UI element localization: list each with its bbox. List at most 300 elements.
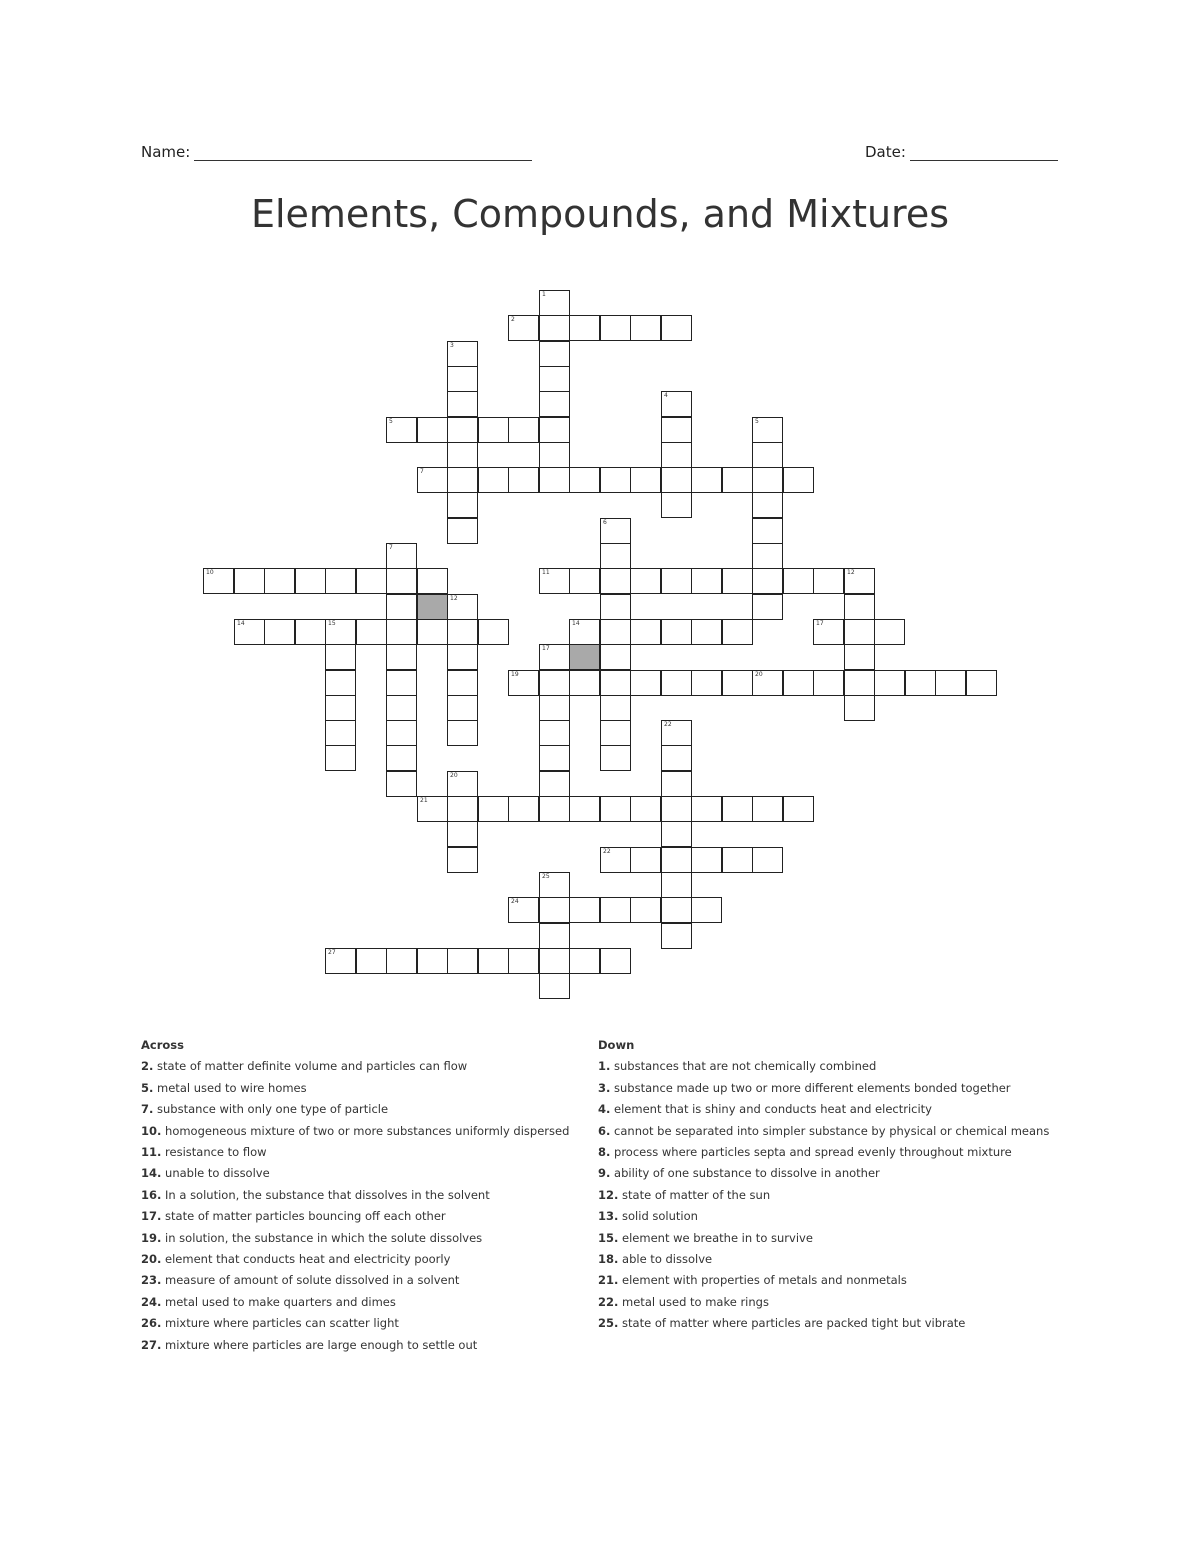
crossword-cell[interactable] [539, 948, 570, 974]
date-line[interactable] [910, 146, 1058, 161]
crossword-cell[interactable] [661, 417, 692, 443]
page-title: Elements, Compounds, and Mixtures [250, 192, 950, 236]
crossword-cell[interactable] [813, 619, 844, 645]
crossword-cell[interactable] [264, 568, 295, 594]
clue-text: state of matter where particles are packed tight but vibrate [622, 1316, 966, 1331]
clue-text: ability of one substance to dissolve in another [614, 1166, 880, 1181]
crossword-cell[interactable] [386, 695, 417, 721]
crossword-cell[interactable] [356, 948, 387, 974]
clue-text: element that is shiny and conducts heat and electricity [614, 1102, 932, 1117]
crossword-cell[interactable] [600, 543, 631, 569]
crossword-cell[interactable] [630, 568, 661, 594]
crossword-cell[interactable] [630, 315, 661, 341]
crossword-cell[interactable] [722, 568, 753, 594]
crossword-cell[interactable] [569, 796, 600, 822]
crossword-cell[interactable] [783, 568, 814, 594]
crossword-cell[interactable] [661, 796, 692, 822]
crossword-cell[interactable] [844, 568, 875, 594]
clue-item [598, 1099, 1049, 1120]
crossword-blocked-cell [417, 594, 448, 620]
clue-number: 22. [598, 1294, 619, 1309]
crossword-cell[interactable] [722, 847, 753, 873]
clue-item [598, 1249, 1049, 1270]
crossword-cell[interactable] [783, 670, 814, 696]
clue-text: in solution, the substance in which the solute dissolves [165, 1230, 483, 1245]
clue-item [141, 1228, 569, 1249]
crossword-cell[interactable] [417, 417, 448, 443]
crossword-cell[interactable] [539, 796, 570, 822]
crossword-cell[interactable] [752, 568, 783, 594]
crossword-cell[interactable] [630, 847, 661, 873]
clue-item [598, 1142, 1049, 1163]
crossword-cell[interactable] [600, 315, 631, 341]
crossword-cell[interactable] [752, 442, 783, 468]
crossword-cell[interactable] [569, 619, 600, 645]
crossword-cell[interactable] [539, 467, 570, 493]
crossword-cell[interactable] [691, 670, 722, 696]
crossword-cell[interactable] [539, 897, 570, 923]
crossword-cell[interactable] [600, 670, 631, 696]
crossword-cell[interactable] [661, 897, 692, 923]
clue-number: 8. [598, 1145, 611, 1160]
clue-number: 11. [141, 1145, 162, 1160]
clue-number: 27. [141, 1337, 162, 1352]
cell-number: 22 [664, 721, 672, 728]
crossword-cell[interactable] [722, 670, 753, 696]
cell-number: 11 [542, 569, 550, 576]
crossword-cell[interactable] [478, 417, 509, 443]
clue-text: measure of amount of solute dissolved in a solvent [165, 1273, 460, 1288]
crossword-cell[interactable] [569, 315, 600, 341]
crossword-cell[interactable] [783, 796, 814, 822]
cell-number: 12 [450, 595, 458, 602]
crossword-cell[interactable] [539, 417, 570, 443]
crossword-cell[interactable] [508, 670, 539, 696]
crossword-cell[interactable] [691, 847, 722, 873]
crossword-cell[interactable] [630, 670, 661, 696]
clue-text: able to dissolve [622, 1252, 713, 1267]
crossword-cell[interactable] [600, 619, 631, 645]
crossword-cell[interactable] [447, 796, 478, 822]
crossword-cell[interactable] [661, 315, 692, 341]
crossword-cell[interactable] [539, 973, 570, 999]
crossword-cell[interactable] [386, 771, 417, 797]
crossword-cell[interactable] [539, 872, 570, 898]
crossword-cell[interactable] [539, 315, 570, 341]
crossword-cell[interactable] [478, 948, 509, 974]
crossword-cell[interactable] [447, 948, 478, 974]
crossword-cell[interactable] [386, 417, 417, 443]
crossword-cell[interactable] [905, 670, 936, 696]
crossword-cell[interactable] [752, 518, 783, 544]
crossword-cell[interactable] [539, 923, 570, 949]
crossword-cell[interactable] [661, 492, 692, 518]
clue-number: 16. [141, 1187, 162, 1202]
clue-text: cannot be separated into simpler substance by physical or chemical means [614, 1123, 1050, 1138]
cell-number: 5 [389, 418, 393, 425]
clue-text: mixture where particles can scatter light [165, 1316, 399, 1331]
crossword-cell[interactable] [508, 417, 539, 443]
clue-text: In a solution, the substance that dissolves in the solvent [165, 1187, 490, 1202]
cell-number: 20 [450, 772, 458, 779]
crossword-cell[interactable] [935, 670, 966, 696]
name-field[interactable] [141, 143, 532, 161]
cell-number: 14 [237, 620, 245, 627]
crossword-cell[interactable] [356, 568, 387, 594]
crossword-cell[interactable] [417, 568, 448, 594]
crossword-cell[interactable] [417, 467, 448, 493]
crossword-cell[interactable] [630, 467, 661, 493]
clue-item [141, 1185, 569, 1206]
crossword-cell[interactable] [752, 543, 783, 569]
clue-item [141, 1078, 569, 1099]
crossword-cell[interactable] [661, 391, 692, 417]
clue-item [598, 1078, 1049, 1099]
crossword-cell[interactable] [478, 619, 509, 645]
crossword-cell[interactable] [752, 847, 783, 873]
clue-number: 7. [141, 1102, 154, 1117]
clue-text: element we breathe in to survive [622, 1230, 813, 1245]
crossword-cell[interactable] [386, 948, 417, 974]
clue-number: 4. [598, 1102, 611, 1117]
crossword-cell[interactable] [600, 720, 631, 746]
crossword-cell[interactable] [569, 948, 600, 974]
clue-item [141, 1270, 569, 1291]
crossword-cell[interactable] [447, 644, 478, 670]
clue-text: mixture where particles are large enough to settle out [165, 1337, 478, 1352]
crossword-cell[interactable] [295, 568, 326, 594]
crossword-cell[interactable] [600, 745, 631, 771]
cell-number: 5 [755, 418, 759, 425]
crossword-cell[interactable] [447, 720, 478, 746]
clue-item [141, 1163, 569, 1184]
crossword-cell[interactable] [600, 594, 631, 620]
crossword-cell[interactable] [752, 467, 783, 493]
down-heading: Down [598, 1038, 635, 1052]
cell-number: 22 [603, 848, 611, 855]
clue-number: 3. [598, 1080, 611, 1095]
crossword-cell[interactable] [325, 568, 356, 594]
clue-item [598, 1313, 1049, 1334]
clue-number: 9. [598, 1166, 611, 1181]
crossword-cell[interactable] [234, 619, 265, 645]
crossword-cell[interactable] [447, 391, 478, 417]
cell-number: 7 [389, 544, 393, 551]
crossword-cell[interactable] [600, 897, 631, 923]
cell-number: 1 [542, 291, 546, 298]
crossword-cell[interactable] [447, 594, 478, 620]
crossword-cell[interactable] [661, 872, 692, 898]
crossword-cell[interactable] [539, 771, 570, 797]
clue-number: 23. [141, 1273, 162, 1288]
cell-number: 7 [420, 468, 424, 475]
clue-item [141, 1121, 569, 1142]
crossword-cell[interactable] [325, 745, 356, 771]
clue-item [141, 1249, 569, 1270]
clue-number: 21. [598, 1273, 619, 1288]
crossword-cell[interactable] [722, 796, 753, 822]
clue-number: 19. [141, 1230, 162, 1245]
crossword-cell[interactable] [813, 670, 844, 696]
cell-number: 12 [847, 569, 855, 576]
crossword-cell[interactable] [844, 619, 875, 645]
crossword-cell[interactable] [539, 745, 570, 771]
cell-number: 24 [511, 898, 519, 905]
clue-number: 20. [141, 1252, 162, 1267]
crossword-blocked-cell [569, 644, 600, 670]
clue-number: 5. [141, 1080, 154, 1095]
crossword-cell[interactable] [447, 467, 478, 493]
crossword-cell[interactable] [752, 796, 783, 822]
clue-text: element that conducts heat and electricity poorly [165, 1252, 451, 1267]
clue-item [598, 1121, 1049, 1142]
clue-item [598, 1056, 1049, 1077]
clue-number: 18. [598, 1252, 619, 1267]
crossword-cell[interactable] [661, 467, 692, 493]
across-heading: Across [141, 1038, 184, 1052]
crossword-cell[interactable] [661, 619, 692, 645]
date-label: Date: [865, 143, 906, 161]
crossword-cell[interactable] [874, 619, 905, 645]
crossword-cell[interactable] [386, 543, 417, 569]
crossword-cell[interactable] [600, 568, 631, 594]
crossword-cell[interactable] [447, 821, 478, 847]
crossword-cell[interactable] [844, 644, 875, 670]
crossword-cell[interactable] [691, 897, 722, 923]
clue-number: 6. [598, 1123, 611, 1138]
crossword-cell[interactable] [661, 771, 692, 797]
crossword-cell[interactable] [691, 796, 722, 822]
clue-text: state of matter particles bouncing off each other [165, 1209, 446, 1224]
crossword-cell[interactable] [234, 568, 265, 594]
crossword-cell[interactable] [539, 442, 570, 468]
crossword-cell[interactable] [386, 568, 417, 594]
cell-number: 25 [542, 873, 550, 880]
clue-item [141, 1292, 569, 1313]
clue-text: metal used to make rings [622, 1294, 769, 1309]
crossword-cell[interactable] [447, 341, 478, 367]
crossword-cell[interactable] [539, 720, 570, 746]
crossword-cell[interactable] [325, 670, 356, 696]
crossword-cell[interactable] [325, 720, 356, 746]
clue-item [598, 1206, 1049, 1227]
clue-number: 12. [598, 1187, 619, 1202]
cell-number: 6 [603, 519, 607, 526]
crossword-cell[interactable] [600, 948, 631, 974]
crossword-cell[interactable] [508, 467, 539, 493]
clue-number: 17. [141, 1209, 162, 1224]
crossword-cell[interactable] [844, 594, 875, 620]
cell-number: 20 [755, 671, 763, 678]
clue-text: substances that are not chemically combined [614, 1059, 877, 1074]
crossword-cell[interactable] [417, 948, 448, 974]
clue-number: 24. [141, 1294, 162, 1309]
crossword-cell[interactable] [539, 670, 570, 696]
crossword-cell[interactable] [569, 467, 600, 493]
crossword-cell[interactable] [325, 619, 356, 645]
clue-text: substance with only one type of particle [157, 1102, 389, 1117]
clue-number: 10. [141, 1123, 162, 1138]
clue-number: 15. [598, 1230, 619, 1245]
crossword-cell[interactable] [508, 315, 539, 341]
crossword-cell[interactable] [630, 796, 661, 822]
crossword-cell[interactable] [630, 897, 661, 923]
crossword-cell[interactable] [508, 897, 539, 923]
crossword-cell[interactable] [325, 644, 356, 670]
crossword-cell[interactable] [722, 467, 753, 493]
crossword-cell[interactable] [600, 644, 631, 670]
clue-text: element with properties of metals and nonmetals [622, 1273, 907, 1288]
crossword-cell[interactable] [508, 948, 539, 974]
name-line[interactable] [194, 146, 532, 161]
crossword-cell[interactable] [539, 341, 570, 367]
clue-item [598, 1228, 1049, 1249]
down-clues [598, 1035, 1049, 1335]
crossword-cell[interactable] [539, 391, 570, 417]
crossword-cell[interactable] [417, 796, 448, 822]
crossword-cell[interactable] [539, 568, 570, 594]
cell-number: 14 [572, 620, 580, 627]
clue-text: process where particles septa and spread evenly throughout mixture [614, 1145, 1012, 1160]
crossword-cell[interactable] [661, 670, 692, 696]
crossword-cell[interactable] [539, 644, 570, 670]
crossword-cell[interactable] [600, 518, 631, 544]
crossword-cell[interactable] [600, 695, 631, 721]
crossword-cell[interactable] [386, 619, 417, 645]
clue-number: 2. [141, 1059, 154, 1074]
crossword-cell[interactable] [539, 366, 570, 392]
clue-item [141, 1313, 569, 1334]
clue-text: unable to dissolve [165, 1166, 270, 1181]
cell-number: 27 [328, 949, 336, 956]
clue-item [141, 1335, 569, 1356]
crossword-cell[interactable] [722, 619, 753, 645]
crossword-cell[interactable] [661, 720, 692, 746]
crossword-cell[interactable] [783, 467, 814, 493]
cell-number: 21 [420, 797, 428, 804]
crossword-cell[interactable] [600, 467, 631, 493]
cell-number: 2 [511, 316, 515, 323]
clue-number: 13. [598, 1209, 619, 1224]
crossword-cell[interactable] [661, 568, 692, 594]
clue-item [598, 1185, 1049, 1206]
clue-item [141, 1056, 569, 1077]
clue-number: 1. [598, 1059, 611, 1074]
crossword-cell[interactable] [386, 720, 417, 746]
crossword-cell[interactable] [661, 847, 692, 873]
clue-item [598, 1270, 1049, 1291]
cell-number: 17 [542, 645, 550, 652]
clue-item [598, 1292, 1049, 1313]
crossword-cell[interactable] [844, 670, 875, 696]
crossword-cell[interactable] [447, 847, 478, 873]
crossword-cell[interactable] [264, 619, 295, 645]
cell-number: 17 [816, 620, 824, 627]
cell-number: 19 [511, 671, 519, 678]
clue-text: solid solution [622, 1209, 698, 1224]
crossword-cell[interactable] [600, 847, 631, 873]
crossword-cell[interactable] [447, 619, 478, 645]
crossword-cell[interactable] [386, 594, 417, 620]
crossword-cell[interactable] [691, 467, 722, 493]
crossword-cell[interactable] [844, 695, 875, 721]
crossword-cell[interactable] [386, 644, 417, 670]
crossword-cell[interactable] [447, 492, 478, 518]
clue-text: state of matter definite volume and particles can flow [157, 1059, 468, 1074]
crossword-cell[interactable] [813, 568, 844, 594]
clue-item [141, 1099, 569, 1120]
crossword-cell[interactable] [752, 670, 783, 696]
crossword-cell[interactable] [569, 670, 600, 696]
crossword-cell[interactable] [752, 417, 783, 443]
crossword-cell[interactable] [417, 619, 448, 645]
crossword-cell[interactable] [661, 745, 692, 771]
crossword-cell[interactable] [691, 619, 722, 645]
cell-number: 4 [664, 392, 668, 399]
crossword-cell[interactable] [966, 670, 997, 696]
crossword-cell[interactable] [447, 417, 478, 443]
crossword-cell[interactable] [386, 670, 417, 696]
cell-number: 3 [450, 342, 454, 349]
crossword-cell[interactable] [447, 366, 478, 392]
clue-text: resistance to flow [165, 1145, 267, 1160]
clue-item [141, 1206, 569, 1227]
name-label: Name: [141, 143, 191, 161]
crossword-cell[interactable] [325, 948, 356, 974]
date-field[interactable] [865, 143, 1058, 161]
crossword-cell[interactable] [539, 290, 570, 316]
crossword-cell[interactable] [478, 796, 509, 822]
across-clues [141, 1035, 569, 1356]
crossword-cell[interactable] [478, 467, 509, 493]
crossword-cell[interactable] [203, 568, 234, 594]
clue-text: homogeneous mixture of two or more substances uniformly dispersed [165, 1123, 570, 1138]
crossword-cell[interactable] [447, 518, 478, 544]
crossword-cell[interactable] [752, 492, 783, 518]
cell-number: 10 [206, 569, 214, 576]
crossword-cell[interactable] [447, 442, 478, 468]
crossword-cell[interactable] [691, 568, 722, 594]
clue-number: 14. [141, 1166, 162, 1181]
clue-item [598, 1163, 1049, 1184]
crossword-cell[interactable] [630, 619, 661, 645]
crossword-cell[interactable] [539, 695, 570, 721]
clue-text: metal used to wire homes [157, 1080, 307, 1095]
crossword-cell[interactable] [661, 442, 692, 468]
crossword-cell[interactable] [447, 771, 478, 797]
crossword-cell[interactable] [661, 821, 692, 847]
clue-item [141, 1142, 569, 1163]
crossword-cell[interactable] [874, 670, 905, 696]
cell-number: 15 [328, 620, 336, 627]
crossword-cell[interactable] [569, 568, 600, 594]
clue-number: 25. [598, 1316, 619, 1331]
clue-text: state of matter of the sun [622, 1187, 771, 1202]
crossword-cell[interactable] [569, 897, 600, 923]
clue-text: metal used to make quarters and dimes [165, 1294, 396, 1309]
crossword-cell[interactable] [386, 745, 417, 771]
crossword-cell[interactable] [325, 695, 356, 721]
crossword-cell[interactable] [295, 619, 326, 645]
crossword-cell[interactable] [447, 695, 478, 721]
crossword-cell[interactable] [752, 594, 783, 620]
crossword-cell[interactable] [356, 619, 387, 645]
crossword-cell[interactable] [600, 796, 631, 822]
crossword-cell[interactable] [447, 670, 478, 696]
clue-number: 26. [141, 1316, 162, 1331]
crossword-cell[interactable] [508, 796, 539, 822]
crossword-cell[interactable] [661, 923, 692, 949]
